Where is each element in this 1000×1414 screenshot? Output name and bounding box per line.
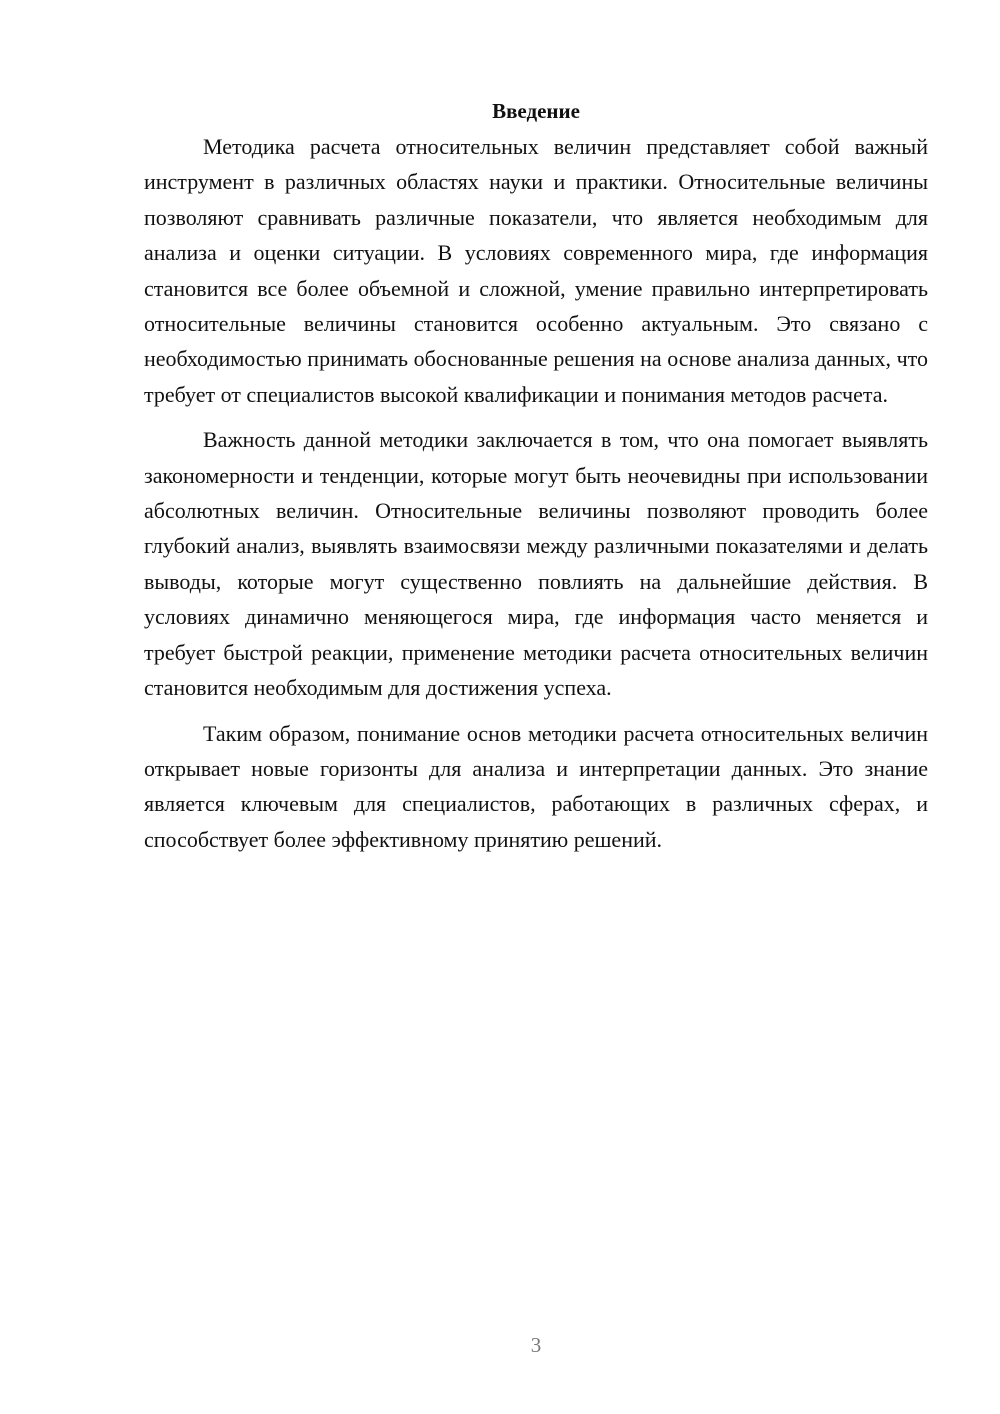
paragraph-2: Важность данной методики заключается в том, что она помогает выявлять закономерности и тенденции, которые могут быть неочевидны при использовании абсолютных величин. Относительные величины позволяют проводить более глубокий анализ, выявлять взаимосвязи между различными показателями и делать выводы, которые могут существенно повлиять на дальнейшие действия. В условиях динамично меняющегося мира, где информация часто меняется и требует быстрой реакции, применение методики расчета относительных величин становится необходимым для достижения успеха. xyxy=(144,427,928,701)
section-heading: Введение xyxy=(492,99,580,123)
paragraph-3: Таким образом, понимание основ методики расчета относительных величин открывает новые горизонты для анализа и интерпретации данных. Это знание является ключевым для специалистов, работающих в различных сферах, и способствует более эффективному принятию решений. xyxy=(144,720,928,852)
page-number: 3 xyxy=(530,1333,542,1357)
page-content xyxy=(144,95,928,867)
paragraph-1: Методика расчета относительных величин представляет собой важный инструмент в различных областях науки и практики. Относительные величины позволяют сравнивать различные показатели, что является необходимым для анализа и оценки ситуации. В условиях современного мира, где информация становится все более объемной и сложной, умение правильно интерпретировать относительные величины становится особенно актуальным. Это связано с необходимостью принимать обоснованные решения на основе анализа данных, что требует от специалистов высокой квалификации и понимания методов расчета. xyxy=(144,134,928,407)
